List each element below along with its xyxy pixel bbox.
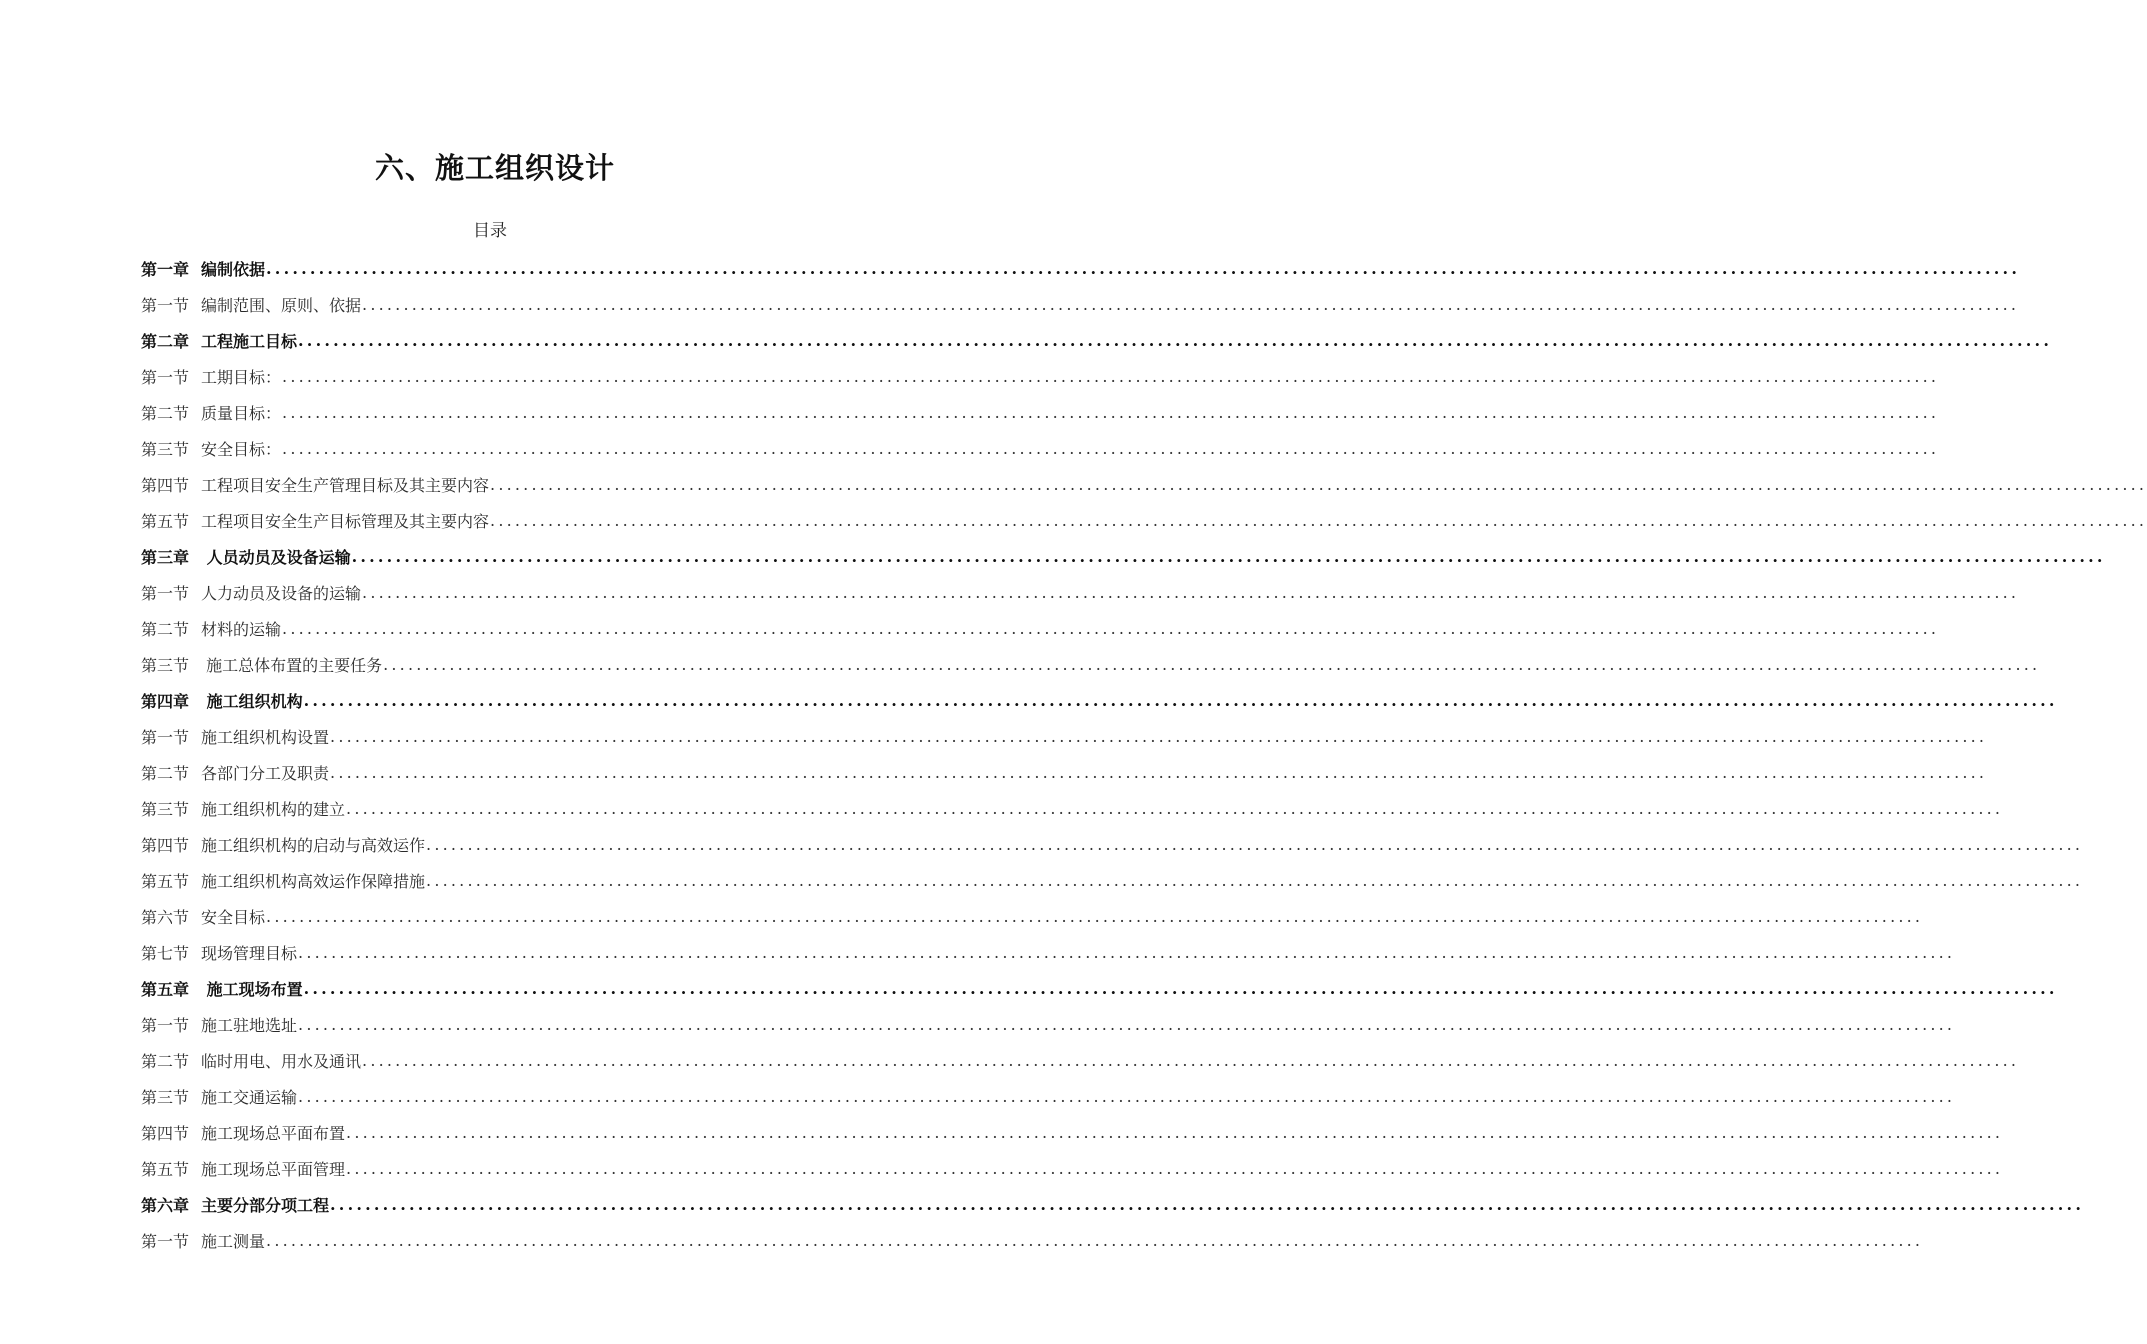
toc-entry-label bbox=[141, 365, 281, 388]
toc-dot-leader: ........................................................................................................................................................................................................ bbox=[298, 330, 2053, 350]
toc-dot-leader: ........................................................................................................................................................................................................ bbox=[426, 870, 2084, 890]
toc-section-entry[interactable] bbox=[141, 1042, 2020, 1078]
toc-entry-title: 主要分部分项工程 bbox=[201, 1195, 330, 1215]
toc-entry-number: 第四节 bbox=[141, 1123, 190, 1143]
toc-section-entry[interactable] bbox=[141, 1114, 2004, 1150]
toc-section-entry[interactable] bbox=[141, 718, 1988, 754]
toc-section-entry[interactable] bbox=[141, 646, 2041, 682]
toc-entry-title: 临时用电、用水及通讯 bbox=[201, 1051, 362, 1071]
toc-dot-leader: ........................................................................................................................................................................................................ bbox=[266, 1230, 1924, 1250]
toc-entry-title: 施工现场布置 bbox=[201, 979, 303, 999]
toc-entry-number: 第一节 bbox=[141, 1231, 190, 1251]
toc-entry-number: 第五章 bbox=[141, 979, 190, 999]
toc-entry-title: 施工组织机构的建立 bbox=[201, 799, 346, 819]
toc-entry-title: 编制范围、原则、依据 bbox=[201, 295, 362, 315]
toc-entry-title: 现场管理目标 bbox=[201, 943, 298, 963]
toc-dot-leader: ........................................................................................................................................................................................................ bbox=[282, 402, 1940, 422]
toc-section-entry[interactable] bbox=[141, 394, 1940, 430]
toc-entry-label bbox=[141, 293, 361, 316]
toc-entry-number: 第五节 bbox=[141, 1159, 190, 1179]
toc-entry-number: 第六节 bbox=[141, 907, 190, 927]
toc-dot-leader: ........................................................................................................................................................................................................ bbox=[490, 474, 2147, 494]
toc-entry-label bbox=[141, 437, 281, 460]
toc-entry-number: 第五节 bbox=[141, 871, 190, 891]
toc-section-entry[interactable] bbox=[141, 286, 2020, 322]
toc-entry-label bbox=[141, 401, 281, 424]
toc-entry-title: 施工组织机构设置 bbox=[201, 727, 330, 747]
toc-entry-number: 第一节 bbox=[141, 1015, 190, 1035]
document-title: 六、施工组织设计 bbox=[374, 151, 615, 185]
toc-heading: 目录 bbox=[473, 221, 507, 241]
toc-entry-title: 工程施工目标 bbox=[201, 331, 298, 351]
toc-entry-label bbox=[141, 653, 382, 676]
toc-dot-leader: ........................................................................................................................................................................................................ bbox=[303, 690, 2058, 710]
toc-entry-number: 第三章 bbox=[141, 547, 190, 567]
toc-entry-number: 第一节 bbox=[141, 727, 190, 747]
toc-entry-label bbox=[141, 1085, 297, 1108]
toc-chapter-entry[interactable] bbox=[141, 682, 2058, 718]
toc-entry-number: 第三节 bbox=[141, 1087, 190, 1107]
toc-entry-number: 第二节 bbox=[141, 763, 190, 783]
toc-section-entry[interactable] bbox=[141, 1150, 2004, 1186]
toc-entry-label bbox=[141, 257, 265, 280]
toc-entry-title: 施工测量 bbox=[201, 1231, 266, 1251]
toc-entry-number: 第一节 bbox=[141, 367, 190, 387]
toc-entry-label bbox=[141, 1121, 345, 1144]
toc-entry-number: 第三节 bbox=[141, 439, 190, 459]
toc-dot-leader: ........................................................................................................................................................................................................ bbox=[282, 366, 1940, 386]
toc-dot-leader: ........................................................................................................................................................................................................ bbox=[346, 1158, 2004, 1178]
toc-entry-title: 工程项目安全生产目标管理及其主要内容 bbox=[201, 511, 490, 531]
toc-entry-label bbox=[141, 941, 297, 964]
toc-entry-label bbox=[141, 1157, 345, 1180]
toc-section-entry[interactable] bbox=[141, 1078, 1956, 1114]
toc-chapter-entry[interactable] bbox=[141, 322, 2053, 358]
toc-dot-leader: ........................................................................................................................................................................................................ bbox=[351, 546, 2106, 566]
toc-entry-label bbox=[141, 1049, 361, 1072]
toc-entry-number: 第一章 bbox=[141, 259, 190, 279]
toc-entry-label bbox=[141, 1229, 265, 1252]
toc-entry-label bbox=[141, 761, 329, 784]
toc-entry-label bbox=[141, 797, 345, 820]
toc-entry-title: 工期目标： bbox=[201, 367, 282, 387]
toc-dot-leader: ........................................................................................................................................................................................................ bbox=[383, 654, 2041, 674]
toc-dot-leader: ........................................................................................................................................................................................................ bbox=[266, 258, 2021, 278]
toc-section-entry[interactable] bbox=[141, 790, 2004, 826]
toc-entry-number: 第三节 bbox=[141, 655, 190, 675]
toc-section-entry[interactable] bbox=[141, 754, 1988, 790]
toc-section-entry[interactable] bbox=[141, 1006, 1956, 1042]
toc-entry-title: 施工交通运输 bbox=[201, 1087, 298, 1107]
toc-entry-title: 各部门分工及职责 bbox=[201, 763, 330, 783]
toc-entry-number: 第一节 bbox=[141, 583, 190, 603]
toc-entry-number: 第二章 bbox=[141, 331, 190, 351]
toc-entry-title: 编制依据 bbox=[201, 259, 266, 279]
toc-dot-leader: ........................................................................................................................................................................................................ bbox=[298, 1014, 1956, 1034]
toc-section-entry[interactable] bbox=[141, 430, 1940, 466]
toc-entry-label bbox=[141, 509, 489, 532]
toc-dot-leader: ........................................................................................................................................................................................................ bbox=[490, 510, 2147, 530]
toc-chapter-entry[interactable] bbox=[141, 538, 2106, 574]
toc-entry-label bbox=[141, 545, 351, 568]
toc-entry-number: 第二节 bbox=[141, 619, 190, 639]
toc-chapter-entry[interactable] bbox=[141, 1186, 2085, 1222]
toc-dot-leader: ........................................................................................................................................................................................................ bbox=[282, 618, 1940, 638]
toc-dot-leader: ........................................................................................................................................................................................................ bbox=[346, 1122, 2004, 1142]
toc-dot-leader: ........................................................................................................................................................................................................ bbox=[426, 834, 2084, 854]
table-of-contents bbox=[141, 250, 2147, 1258]
toc-section-entry[interactable] bbox=[141, 934, 1956, 970]
toc-chapter-entry[interactable] bbox=[141, 970, 2058, 1006]
toc-entry-number: 第四节 bbox=[141, 475, 190, 495]
toc-entry-title: 安全目标： bbox=[201, 439, 282, 459]
toc-entry-label bbox=[141, 977, 303, 1000]
toc-entry-title: 质量目标： bbox=[201, 403, 282, 423]
toc-entry-title: 施工现场总平面布置 bbox=[201, 1123, 346, 1143]
toc-entry-label bbox=[141, 905, 265, 928]
toc-entry-label bbox=[141, 833, 425, 856]
toc-entry-number: 第一节 bbox=[141, 295, 190, 315]
toc-dot-leader: ........................................................................................................................................................................................................ bbox=[298, 1086, 1956, 1106]
toc-entry-label bbox=[141, 869, 425, 892]
toc-entry-number: 第四节 bbox=[141, 835, 190, 855]
toc-section-entry[interactable] bbox=[141, 898, 1924, 934]
toc-entry-label bbox=[141, 1193, 329, 1216]
toc-entry-title: 施工总体布置的主要任务 bbox=[201, 655, 383, 675]
toc-dot-leader: ........................................................................................................................................................................................................ bbox=[330, 762, 1988, 782]
toc-section-entry[interactable] bbox=[141, 862, 2084, 898]
toc-entry-number: 第二节 bbox=[141, 1051, 190, 1071]
toc-entry-title: 施工组织机构的启动与高效运作 bbox=[201, 835, 426, 855]
toc-entry-number: 第五节 bbox=[141, 511, 190, 531]
toc-section-entry[interactable] bbox=[141, 466, 2147, 502]
toc-dot-leader: ........................................................................................................................................................................................................ bbox=[298, 942, 1956, 962]
toc-entry-title: 人力动员及设备的运输 bbox=[201, 583, 362, 603]
toc-chapter-entry[interactable] bbox=[141, 250, 2021, 286]
toc-entry-number: 第四章 bbox=[141, 691, 190, 711]
toc-entry-title: 施工现场总平面管理 bbox=[201, 1159, 346, 1179]
toc-entry-label bbox=[141, 689, 303, 712]
toc-section-entry[interactable] bbox=[141, 358, 1940, 394]
toc-dot-leader: ........................................................................................................................................................................................................ bbox=[362, 1050, 2020, 1070]
toc-dot-leader: ........................................................................................................................................................................................................ bbox=[362, 294, 2020, 314]
toc-dot-leader: ........................................................................................................................................................................................................ bbox=[362, 582, 2020, 602]
toc-section-entry[interactable] bbox=[141, 826, 2084, 862]
toc-entry-title: 施工组织机构 bbox=[201, 691, 303, 711]
toc-entry-title: 施工组织机构高效运作保障措施 bbox=[201, 871, 426, 891]
toc-entry-title: 人员动员及设备运输 bbox=[201, 547, 351, 567]
toc-entry-label bbox=[141, 1013, 297, 1036]
toc-entry-title: 安全目标 bbox=[201, 907, 266, 927]
toc-section-entry[interactable] bbox=[141, 1222, 1924, 1258]
toc-entry-label bbox=[141, 329, 297, 352]
toc-entry-number: 第三节 bbox=[141, 799, 190, 819]
toc-entry-title: 施工驻地选址 bbox=[201, 1015, 298, 1035]
toc-entry-label bbox=[141, 617, 281, 640]
toc-entry-label bbox=[141, 725, 329, 748]
toc-dot-leader: ........................................................................................................................................................................................................ bbox=[346, 798, 2004, 818]
toc-entry-number: 第二节 bbox=[141, 403, 190, 423]
toc-entry-label bbox=[141, 581, 361, 604]
toc-entry-number: 第七节 bbox=[141, 943, 190, 963]
toc-entry-title: 工程项目安全生产管理目标及其主要内容 bbox=[201, 475, 490, 495]
toc-entry-title: 材料的运输 bbox=[201, 619, 282, 639]
toc-dot-leader: ........................................................................................................................................................................................................ bbox=[330, 1194, 2085, 1214]
toc-section-entry[interactable] bbox=[141, 610, 1940, 646]
toc-dot-leader: ........................................................................................................................................................................................................ bbox=[303, 978, 2058, 998]
toc-entry-label bbox=[141, 473, 489, 496]
toc-entry-number: 第六章 bbox=[141, 1195, 190, 1215]
toc-section-entry[interactable] bbox=[141, 574, 2020, 610]
toc-dot-leader: ........................................................................................................................................................................................................ bbox=[266, 906, 1924, 926]
toc-dot-leader: ........................................................................................................................................................................................................ bbox=[282, 438, 1940, 458]
toc-dot-leader: ........................................................................................................................................................................................................ bbox=[330, 726, 1988, 746]
toc-section-entry[interactable] bbox=[141, 502, 2147, 538]
